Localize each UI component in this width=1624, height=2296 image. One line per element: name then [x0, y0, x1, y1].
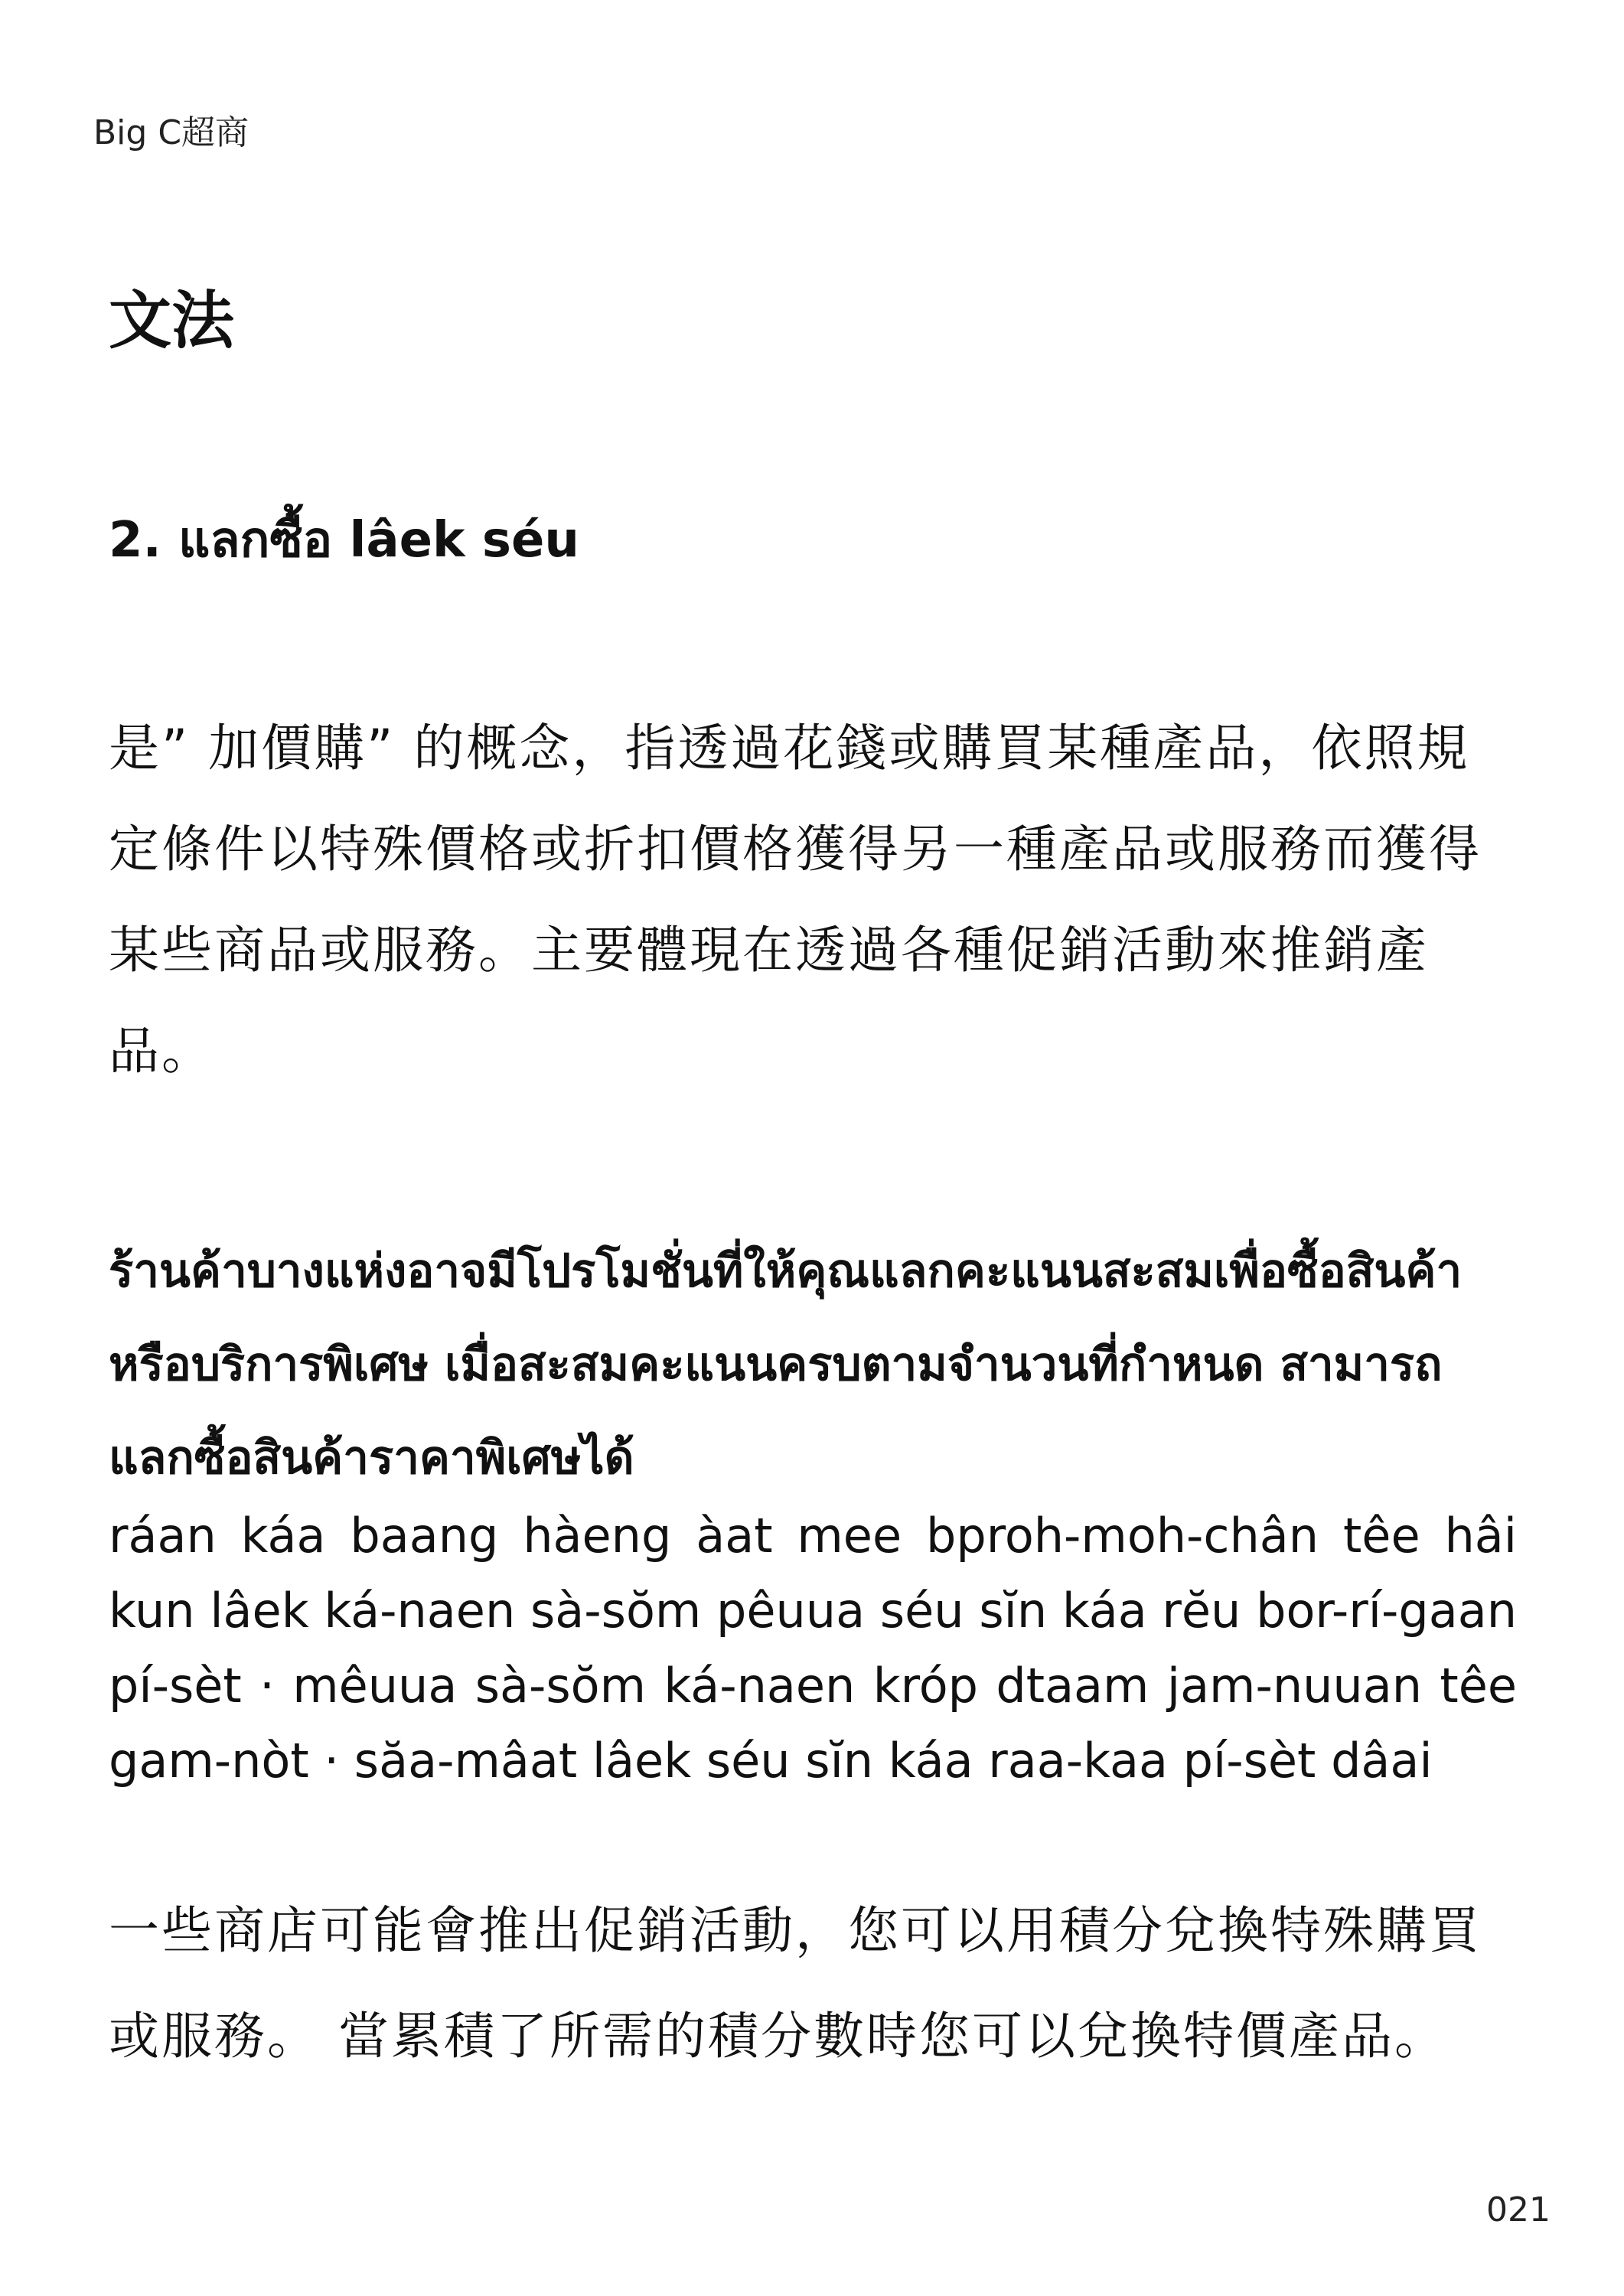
- example-thai-sentence: ร้านค้าบางแห่งอาจมีโปรโมชั่นที่ให้คุณแลกคะแนนสะสมเพื่อซื้อสินค้าหรือบริการพิเศษ เมื่อสะสมคะแนนครบตามจำนวนที่กำหนด สามารถแลกซื้อสินค้าราคาพิเศษได้: [109, 1244, 1463, 1485]
- grammar-point-heading: 2. แลกซื้อ lâek séu: [109, 512, 579, 569]
- running-header: Big C超商: [93, 113, 249, 152]
- page-number: 021: [1486, 2190, 1551, 2229]
- example-romanization: ráan káa baang hàeng àat mee bproh-moh-chân têe hâi kun lâek ká-naen sà-sŏm pêuua séu sĭn káa rĕu bor-rí-gaan pí-sèt · mêuua sà-sŏm ká-naen króp dtaam jam-nuuan têe gam-nòt · săa-mâat lâek séu sĭn káa raa-kaa pí-sèt dâai: [109, 1508, 1517, 1789]
- example-translation: 一些商店可能會推出促銷活動，您可以用積分兌換特殊購買或服務。 當累積了所需的積分數時您可以兌換特價產品。: [109, 1901, 1482, 2066]
- grammar-explanation: 是” 加價購” 的概念，指透過花錢或購買某種產品，依照規定條件以特殊價格或折扣價格獲得另一種產品或服務而獲得某些商品或服務。主要體現在透過各種促銷活動來推銷產品。: [109, 719, 1482, 1081]
- section-title: 文法: [109, 285, 235, 357]
